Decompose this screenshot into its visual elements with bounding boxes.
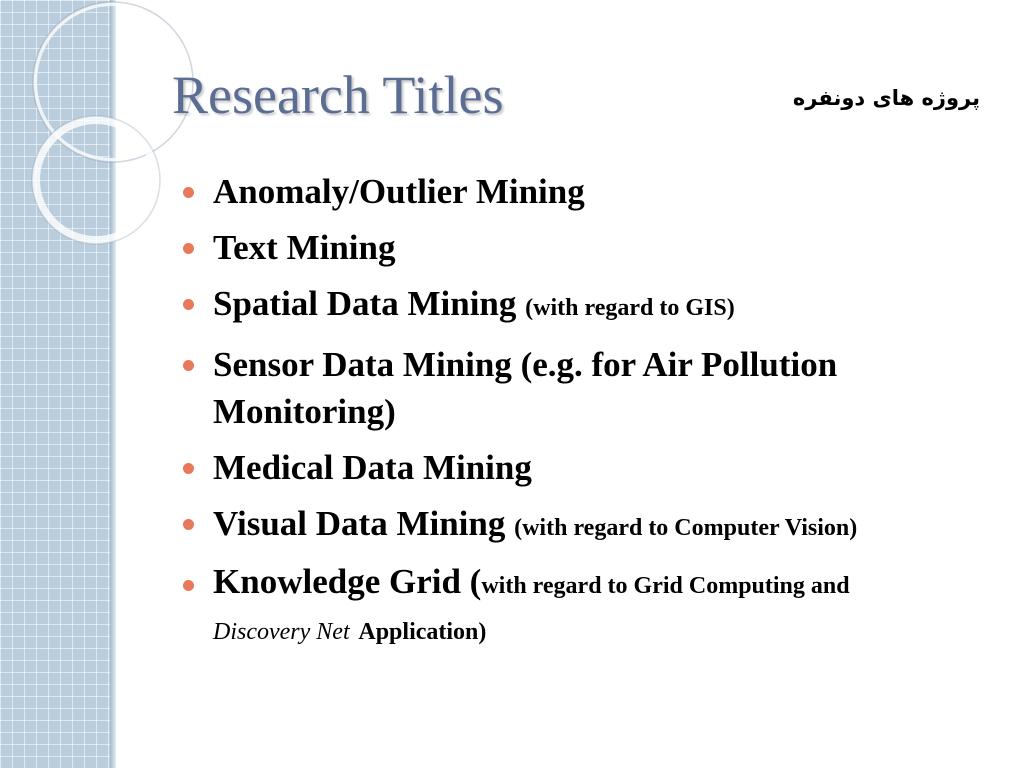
bullet-note: (with regard to Computer Vision)	[514, 515, 858, 541]
slide-title: Research Titles	[172, 65, 504, 125]
list-item	[180, 444, 980, 491]
bullet-text: Text Mining	[213, 228, 396, 267]
bullet-text: Sensor Data Mining (e.g. for Air Pollution Monitoring)	[213, 345, 838, 431]
research-titles-list	[180, 168, 980, 662]
bullet-text: Spatial Data Mining	[213, 284, 517, 323]
bullet-dot-icon	[183, 519, 194, 530]
bullet-dot-icon	[183, 463, 194, 474]
decorative-side-panel	[0, 0, 114, 768]
bullet-note-italic: Discovery Net	[213, 619, 350, 645]
bullet-note: with regard to Grid Computing and	[481, 573, 850, 599]
bullet-text: Visual Data Mining	[213, 504, 506, 543]
list-item	[180, 341, 980, 435]
bullet-note-tail: Application)	[358, 619, 487, 645]
bullet-dot-icon	[183, 299, 194, 310]
bullet-text: Knowledge Grid (	[213, 562, 482, 601]
list-item	[180, 224, 980, 271]
list-item	[180, 500, 980, 552]
bullet-text: Medical Data Mining	[213, 448, 532, 487]
bullet-dot-icon	[183, 360, 194, 371]
bullet-dot-icon	[183, 187, 194, 198]
persian-caption: پروژه های دونفره	[792, 86, 980, 110]
list-item	[180, 280, 980, 332]
bullet-text: Anomaly/Outlier Mining	[213, 172, 585, 211]
bullet-note: (with regard to GIS)	[525, 295, 735, 321]
side-panel-edge	[110, 0, 116, 768]
list-item	[180, 168, 980, 215]
bullet-dot-icon	[183, 243, 194, 254]
bullet-dot-icon	[183, 580, 194, 591]
list-item	[180, 561, 980, 653]
